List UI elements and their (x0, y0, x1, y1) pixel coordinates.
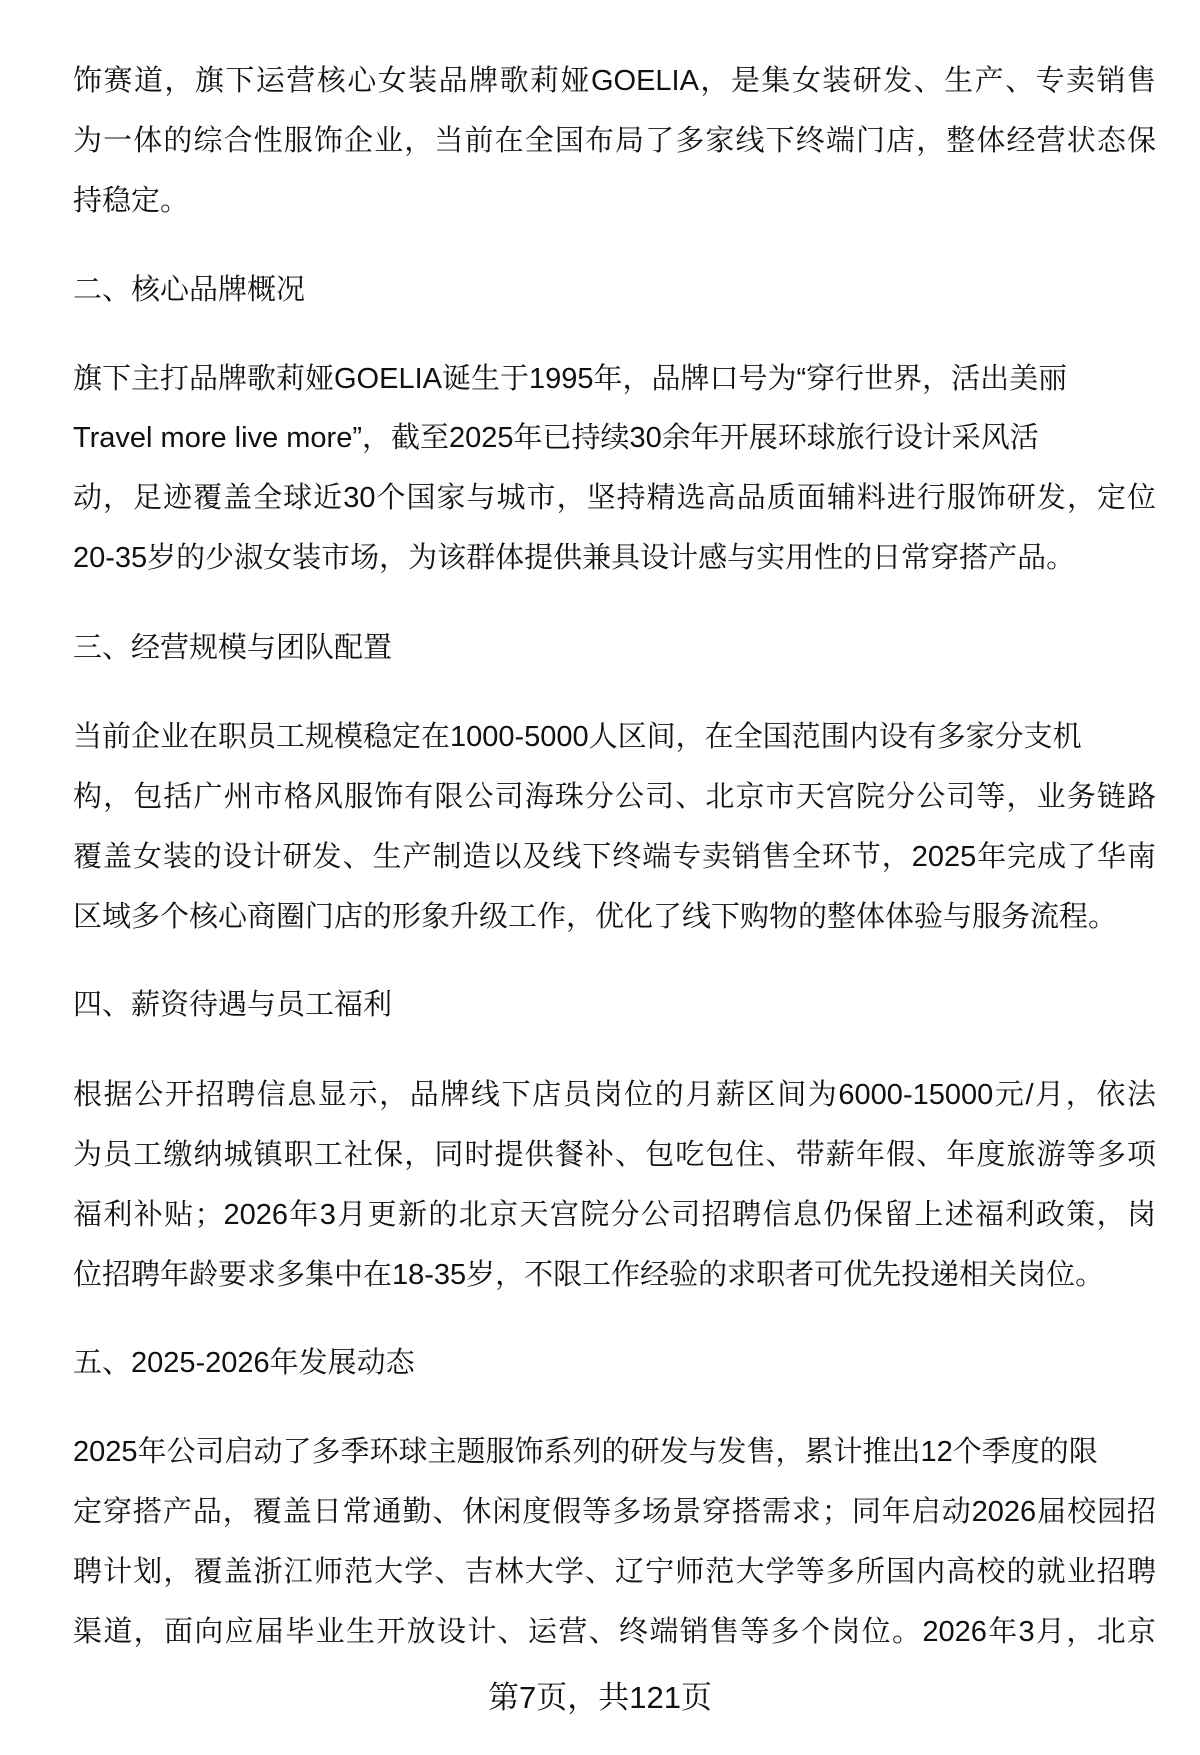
paragraph-line: 构，包括广州市格风服饰有限公司海珠分公司、北京市天宫院分公司等，业务链路 (73, 781, 1156, 813)
paragraph-line: 饰赛道，旗下运营核心女装品牌歌莉娅GOELIA，是集女装研发、生产、专卖销售 (73, 65, 1156, 97)
paragraph-line: 定穿搭产品，覆盖日常通勤、休闲度假等多场景穿搭需求；同年启动2026届校园招 (73, 1496, 1156, 1528)
paragraph-line: 动，足迹覆盖全球近30个国家与城市，坚持精选高品质面辅料进行服饰研发，定位 (73, 482, 1156, 514)
paragraph-line: 为一体的综合性服饰企业，当前在全国布局了多家线下终端门店，整体经营状态保 (73, 125, 1156, 157)
section-heading: 五、2025-2026年发展动态 (73, 1347, 415, 1379)
paragraph-line: 20-35岁的少淑女装市场，为该群体提供兼具设计感与实用性的日常穿搭产品。 (73, 542, 1076, 574)
paragraph-line: 渠道，面向应届毕业生开放设计、运营、终端销售等多个岗位。2026年3月，北京 (73, 1616, 1156, 1648)
paragraph-line: 旗下主打品牌歌莉娅GOELIA诞生于1995年，品牌口号为“穿行世界，活出美丽 (73, 363, 1068, 395)
paragraph-line: 覆盖女装的设计研发、生产制造以及线下终端专卖销售全环节，2025年完成了华南 (73, 841, 1156, 873)
paragraph-line: 为员工缴纳城镇职工社保，同时提供餐补、包吃包住、带薪年假、年度旅游等多项 (73, 1139, 1156, 1171)
section-heading: 四、薪资待遇与员工福利 (73, 989, 393, 1021)
page-number: 第7页，共121页 (488, 1680, 712, 1715)
paragraph-line: 持稳定。 (73, 185, 190, 217)
paragraph-line: 聘计划，覆盖浙江师范大学、吉林大学、辽宁师范大学等多所国内高校的就业招聘 (73, 1556, 1156, 1588)
section-heading: 三、经营规模与团队配置 (73, 632, 393, 664)
paragraph-line: 福利补贴；2026年3月更新的北京天宫院分公司招聘信息仍保留上述福利政策，岗 (73, 1199, 1156, 1231)
paragraph-line: 2025年公司启动了多季环球主题服饰系列的研发与发售，累计推出12个季度的限 (73, 1436, 1098, 1468)
paragraph-line: 当前企业在职员工规模稳定在1000-5000人区间，在全国范围内设有多家分支机 (73, 721, 1082, 753)
paragraph-line: 根据公开招聘信息显示，品牌线下店员岗位的月薪区间为6000-15000元/月，依法 (73, 1079, 1156, 1111)
section-heading: 二、核心品牌概况 (73, 274, 306, 306)
paragraph-line: 位招聘年龄要求多集中在18-35岁，不限工作经验的求职者可优先投递相关岗位。 (73, 1259, 1105, 1291)
paragraph-line: 区域多个核心商圈门店的形象升级工作，优化了线下购物的整体体验与服务流程。 (73, 901, 1118, 933)
paragraph-line: Travel more live more”，截至2025年已持续30余年开展环球旅行设计采风活 (73, 422, 1039, 454)
